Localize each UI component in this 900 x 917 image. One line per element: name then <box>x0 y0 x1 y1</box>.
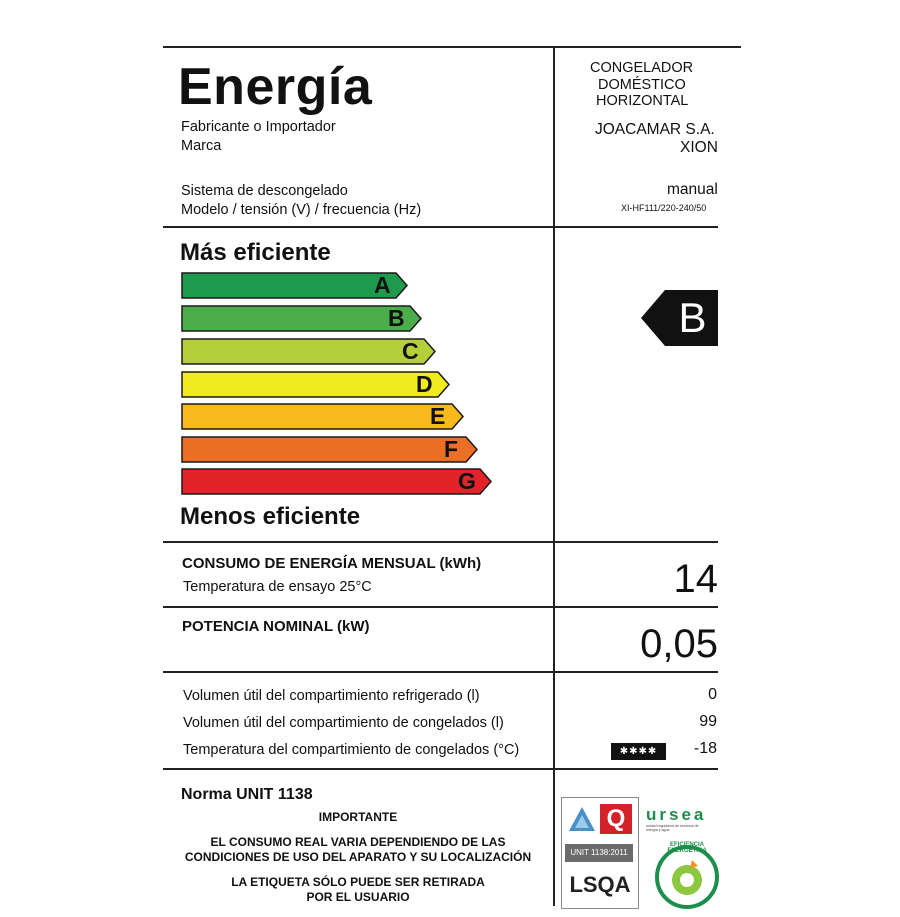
lsqa-triangle-icon <box>568 806 596 832</box>
efficiency-bar-d <box>181 371 450 398</box>
spec-value-refrigerated: 0 <box>708 686 717 703</box>
label-title: Energía <box>178 58 373 116</box>
power-label: POTENCIA NOMINAL (kW) <box>182 618 370 635</box>
product-type-line-1: CONGELADOR <box>590 60 694 76</box>
efficiency-bar-f <box>181 436 478 463</box>
spec-label-frozen-temp: Temperatura del compartimiento de congelados (°C) <box>183 742 520 758</box>
efficiency-bar-e <box>181 403 464 430</box>
spec-label-frozen-volume: Volumen útil del compartimiento de congelados (l) <box>183 715 504 731</box>
power-value: 0,05 <box>640 622 718 666</box>
efficiency-bar-b <box>181 305 422 332</box>
notice-line-2: CONDICIONES DE USO DEL APARATO Y SU LOCALIZACIÓN <box>184 850 532 864</box>
defrost-label: Sistema de descongelado <box>181 183 348 199</box>
important-heading: IMPORTANTE <box>318 810 398 824</box>
notice-line-1: EL CONSUMO REAL VARIA DEPENDIENDO DE LAS <box>210 835 506 849</box>
defrost-value: manual <box>667 181 718 198</box>
model-label: Modelo / tensión (V) / frecuencia (Hz) <box>181 202 422 218</box>
spec-value-frozen-temp: -18 <box>693 740 717 757</box>
efficiency-bar-shape-d <box>181 371 450 398</box>
least-efficient-label: Menos eficiente <box>180 503 361 530</box>
spec-value-frozen-volume: 99 <box>699 713 717 730</box>
consumption-value: 14 <box>673 557 718 601</box>
norma-label: Norma UNIT 1138 <box>181 786 313 803</box>
efficiency-bar-g <box>181 468 492 495</box>
manufacturer-label: Fabricante o Importador <box>181 119 336 135</box>
ursea-name: ursea <box>646 805 707 824</box>
lsqa-logo <box>561 797 639 909</box>
efficiency-bar-shape-c <box>181 338 436 365</box>
efficiency-bar-letter-g: G <box>458 468 476 494</box>
most-efficient-label: Más eficiente <box>180 239 331 266</box>
brand-label: Marca <box>181 138 222 154</box>
ursea-logo <box>646 806 718 836</box>
efficiency-bar-letter-c: C <box>402 338 419 364</box>
divider-specs <box>163 768 718 770</box>
notice-line-3: LA ETIQUETA SÓLO PUEDE SER RETIRADA <box>231 875 485 889</box>
efficiency-bar-letter-e: E <box>430 403 446 429</box>
efficiency-bar-letter-b: B <box>388 305 405 331</box>
efficiency-bar-letter-a: A <box>374 272 391 298</box>
energy-efficiency-seal <box>652 842 722 912</box>
lsqa-q-icon: Q <box>600 804 632 834</box>
freezer-star-badge: ✱✱✱✱ <box>611 743 666 760</box>
consumption-sub-label: Temperatura de ensayo 25°C <box>183 579 372 595</box>
divider-power <box>163 671 718 673</box>
brand-value: XION <box>680 139 718 156</box>
divider-header <box>163 226 718 228</box>
efficiency-bar-a <box>181 272 408 299</box>
product-type-line-2: DOMÉSTICO <box>598 77 686 93</box>
consumption-label: CONSUMO DE ENERGÍA MENSUAL (kWh) <box>182 555 482 572</box>
efficiency-bar-letter-d: D <box>416 371 433 397</box>
rating-arrow <box>641 290 718 346</box>
product-type-line-3: HORIZONTAL <box>596 93 689 109</box>
lsqa-name: LSQA <box>569 872 631 897</box>
divider-efficiency <box>163 541 718 543</box>
manufacturer-value: JOACAMAR S.A. <box>595 121 715 138</box>
efficiency-bar-shape-f <box>181 436 478 463</box>
efficiency-bar-c <box>181 338 436 365</box>
efficiency-bar-letter-f: F <box>444 436 459 462</box>
model-value: XI-HF111/220-240/50 <box>621 203 707 213</box>
seal-text: EFICIENCIA ENERGÉTICA <box>667 842 707 854</box>
column-divider <box>553 46 555 906</box>
top-border <box>163 46 741 48</box>
efficiency-bar-shape-b <box>181 305 422 332</box>
lsqa-badge: UNIT 1138:2011 <box>565 844 633 862</box>
notice-line-4: POR EL USUARIO <box>306 890 410 904</box>
efficiency-bar-shape-e <box>181 403 464 430</box>
divider-consumption <box>163 606 718 608</box>
spec-label-refrigerated: Volumen útil del compartimiento refrigerado (l) <box>183 688 480 704</box>
efficiency-bar-shape-g <box>181 468 492 495</box>
rating-letter: B <box>678 294 707 341</box>
ursea-subtitle: unidad reguladora de servicios de energía y agua <box>646 824 699 832</box>
